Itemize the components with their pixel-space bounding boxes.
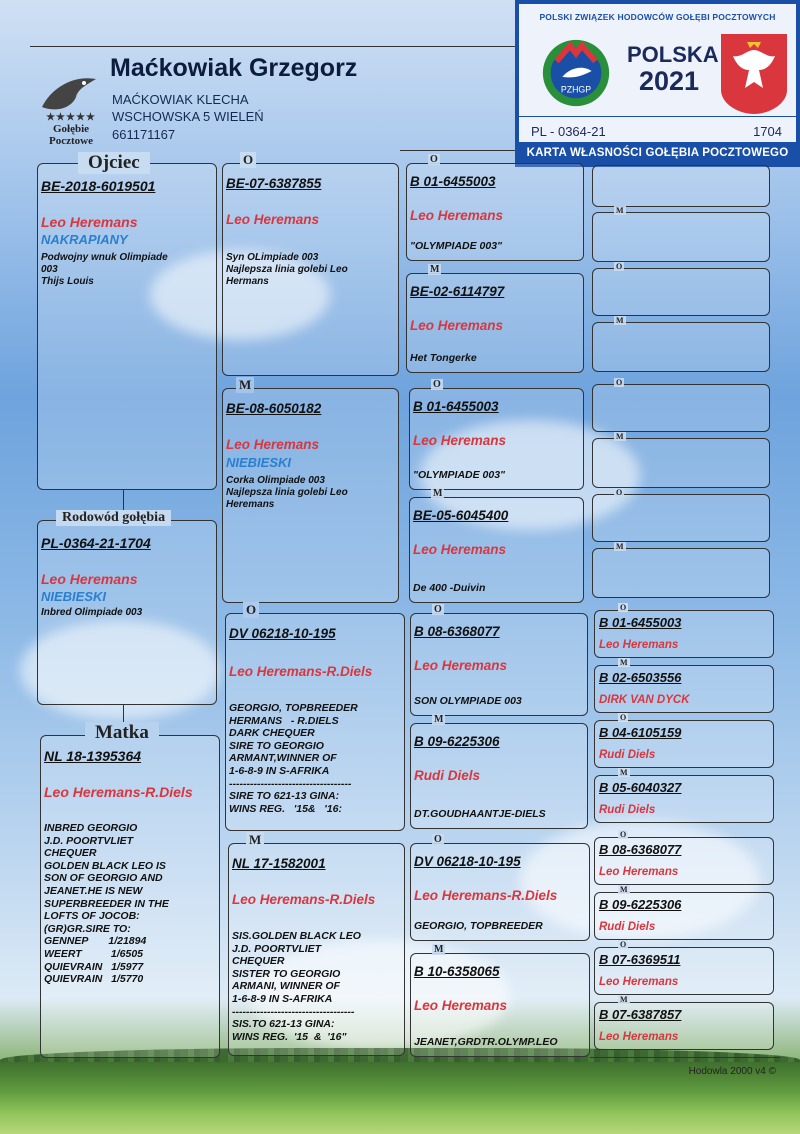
mother-notes-line: INBRED GEORGIO xyxy=(44,822,138,834)
subject-ring: PL-0364-21-1704 xyxy=(41,535,151,551)
gen3-breeder: Rudi Diels xyxy=(414,768,481,783)
owner-phone: 661171167 xyxy=(112,127,176,142)
mf-ring: DV 06218-10-195 xyxy=(229,626,336,641)
mother-notes-line: J.D. POORTVLIET xyxy=(44,834,134,847)
gen4-sex-label: O xyxy=(620,603,627,612)
gen3-sex-label: O xyxy=(430,154,438,165)
gen4-breeder: Rudi Diels xyxy=(599,804,656,816)
gen4-ring: B 07-6387857 xyxy=(599,1007,682,1022)
gen5-empty-box xyxy=(592,548,770,598)
fm-note-1: Corka Olimpiade 003 xyxy=(226,475,325,486)
mf-notes-line: GEORGIO, TOPBREEDER xyxy=(229,702,358,714)
gen3-breeder: Leo Heremans xyxy=(410,208,504,223)
gen3-sex-label: M xyxy=(433,488,443,499)
subject-breeder: Leo Heremans xyxy=(41,571,138,587)
gen3-box xyxy=(410,953,590,1057)
mm-notes-line: ARMANI, WINNER OF xyxy=(232,980,340,993)
pedigree-label: Rodowód gołębia xyxy=(56,510,171,526)
gen2-box-2 xyxy=(222,388,399,603)
subject-box xyxy=(37,520,217,705)
card-ring: PL - 0364-21 xyxy=(531,124,606,139)
mother-notes-line: SUPERBREEDER IN THE xyxy=(44,897,169,910)
gen5-empty-box xyxy=(592,268,770,316)
father-note-2: 003 xyxy=(41,264,58,275)
gen4-breeder: Leo Heremans xyxy=(599,976,679,988)
gen4-ring: B 08-6368077 xyxy=(599,842,682,857)
gen5-empty-box xyxy=(592,212,770,262)
gen3-box xyxy=(406,163,584,261)
gen5-empty-box xyxy=(592,438,770,488)
card-country: POLSKA xyxy=(627,42,719,67)
gen4-box xyxy=(594,720,774,768)
gen5-sex-label: M xyxy=(616,316,624,325)
gen2-box-3 xyxy=(225,613,405,831)
ownership-card xyxy=(515,0,800,167)
grass-field xyxy=(0,1062,800,1134)
mm-breeder: Leo Heremans-R.Diels xyxy=(232,892,376,907)
mother-notes-line: LOFTS OF JOCOB: xyxy=(44,910,140,923)
fm-note-3: Heremans xyxy=(226,499,275,510)
logo-word-2: Pocztowe xyxy=(49,135,93,148)
gen3-sex-label: O xyxy=(434,604,442,615)
gen4-box xyxy=(594,610,774,658)
ff-breeder: Leo Heremans xyxy=(226,212,320,227)
gen4-breeder: DIRK VAN DYCK xyxy=(599,694,690,706)
gen3-box xyxy=(410,613,588,716)
mother-notes-line: GOLDEN BLACK LEO IS xyxy=(44,859,166,872)
header-rule xyxy=(400,150,515,151)
gen4-sex-label: M xyxy=(620,885,628,894)
mother-label: Matka xyxy=(85,722,159,744)
gen3-note: "OLYMPIADE 003" xyxy=(413,469,506,481)
mm-ring: NL 17-1582001 xyxy=(232,856,326,871)
gen3-ring: B 01-6455003 xyxy=(410,174,496,189)
gen3-box xyxy=(410,723,588,829)
gen4-box xyxy=(594,1002,774,1050)
mother-notes xyxy=(44,822,169,986)
owner-name: Maćkowiak Grzegorz xyxy=(110,54,358,82)
mf-notes-line: SIRE TO GEORGIO xyxy=(229,739,324,752)
mm-notes-line: 1-6-8-9 IN S-AFRIKA xyxy=(232,992,333,1005)
gen5-sex-label: O xyxy=(616,262,623,271)
mm-notes-line: CHEQUER xyxy=(232,955,285,968)
mm-notes-line: ----------------------------------- xyxy=(232,1005,355,1018)
gen2-sex-label: M xyxy=(236,377,254,393)
gen4-breeder: Rudi Diels xyxy=(599,749,656,761)
gen5-empty-box xyxy=(592,384,770,432)
card-year: 2021 xyxy=(639,66,700,96)
gen4-box xyxy=(594,947,774,995)
gen4-sex-label: M xyxy=(620,658,628,667)
gen4-sex-label: O xyxy=(620,713,627,722)
mother-notes-line: JEANET.HE IS NEW xyxy=(44,884,143,897)
mother-notes-line: (GR)GR.SIRE TO: xyxy=(44,922,131,935)
father-breeder: Leo Heremans xyxy=(41,214,138,230)
gen3-ring: B 09-6225306 xyxy=(414,734,500,749)
pzhgp-emblem-icon xyxy=(537,34,615,112)
gen3-box xyxy=(406,273,584,373)
gen4-sex-label: O xyxy=(620,830,627,839)
card-title: KARTA WŁASNOŚCI GOŁĘBIA POCZTOWEGO xyxy=(526,147,789,159)
fm-color: NIEBIESKI xyxy=(226,455,292,470)
gen3-breeder: Leo Heremans-R.Diels xyxy=(414,888,558,903)
gen3-note: "OLYMPIADE 003" xyxy=(410,240,503,252)
subject-note: Inbred Olimpiade 003 xyxy=(41,607,143,618)
mf-notes xyxy=(229,702,358,815)
card-number: 1704 xyxy=(753,124,782,139)
mother-notes-line: QUIEVRAIN 1/5977 xyxy=(44,960,144,973)
gen3-sex-label: O xyxy=(433,379,441,390)
gen3-breeder: Leo Heremans xyxy=(413,542,507,557)
gen3-breeder: Leo Heremans xyxy=(413,433,507,448)
gen3-ring: B 08-6368077 xyxy=(414,624,500,639)
father-notes xyxy=(41,252,168,288)
mm-notes-line: SIS.TO 621-13 GINA: xyxy=(232,1018,335,1031)
gen5-sex-label: O xyxy=(616,378,623,387)
mm-notes-line: SIS.GOLDEN BLACK LEO xyxy=(232,930,361,942)
gen4-box xyxy=(594,775,774,823)
polish-eagle-icon xyxy=(719,32,789,116)
gen2-box-1 xyxy=(222,163,399,376)
gen5-sex-label: M xyxy=(616,542,624,551)
gen3-box xyxy=(409,388,584,490)
gen3-sex-label: M xyxy=(434,944,444,955)
gen3-ring: DV 06218-10-195 xyxy=(414,854,521,869)
card-divider xyxy=(519,116,796,117)
mother-notes-line: QUIEVRAIN 1/5770 xyxy=(44,973,144,986)
logo-text xyxy=(36,112,106,147)
gen3-note: De 400 -Duivin xyxy=(413,582,486,594)
gen4-ring: B 07-6369511 xyxy=(599,952,681,967)
gen5-sex-label: M xyxy=(616,206,624,215)
father-box xyxy=(37,163,217,490)
gen3-breeder: Leo Heremans xyxy=(414,658,508,673)
mother-notes-line: CHEQUER xyxy=(44,847,97,860)
gen4-breeder: Rudi Diels xyxy=(599,921,656,933)
gen3-breeder: Leo Heremans xyxy=(410,318,504,333)
ff-notes xyxy=(226,252,348,288)
fm-notes xyxy=(226,475,348,511)
gen5-sex-label: M xyxy=(616,432,624,441)
header-rule xyxy=(30,46,520,47)
mm-notes xyxy=(232,930,361,1043)
mother-notes-line: WEERT 1/6505 xyxy=(44,947,144,960)
mf-notes-line: SIRE TO 621-13 GINA: xyxy=(229,790,340,803)
gen3-sex-label: M xyxy=(430,264,440,275)
gen3-note: JEANET,GRDTR.OLYMP.LEO xyxy=(414,1036,558,1048)
gen3-ring: BE-05-6045400 xyxy=(413,508,509,523)
logo-word-1: Gołębie xyxy=(52,123,90,135)
gen4-box xyxy=(594,665,774,713)
gen4-sex-label: O xyxy=(620,940,627,949)
gen3-note: DT.GOUDHAANTJE-DIELS xyxy=(414,808,546,820)
gen3-sex-label: O xyxy=(434,834,442,845)
father-color: NAKRAPIANY xyxy=(41,232,128,247)
mf-notes-line: ----------------------------------- xyxy=(229,777,352,790)
father-label: Ojciec xyxy=(78,152,150,174)
gen3-ring: BE-02-6114797 xyxy=(410,284,505,299)
ff-ring: BE-07-6387855 xyxy=(226,176,322,191)
gen5-empty-box xyxy=(592,494,770,542)
mf-notes-line: WINS REG. '15& '16: xyxy=(229,802,342,815)
owner-line-2: WSCHOWSKA 5 WIELEŃ xyxy=(112,109,264,124)
mf-notes-line: DARK CHEQUER xyxy=(229,727,315,740)
gen3-note: Het Tongerke xyxy=(410,352,477,364)
card-org: POLSKI ZWIĄZEK HODOWCÓW GOŁĘBI POCZTOWYCH xyxy=(539,12,776,22)
gen4-ring: B 04-6105159 xyxy=(599,725,682,740)
gen3-box xyxy=(409,497,584,603)
gen3-breeder: Leo Heremans xyxy=(414,998,508,1013)
mother-breeder: Leo Heremans-R.Diels xyxy=(44,784,193,800)
father-ring: BE-2018-6019501 xyxy=(41,178,156,194)
mf-notes-line: 1-6-8-9 IN S-AFRIKA xyxy=(229,764,330,777)
gen4-breeder: Leo Heremans xyxy=(599,1031,679,1043)
ff-note-1: Syn OLimpiade 003 xyxy=(226,252,319,263)
owner-line-1: MAĆKOWIAK KLECHA xyxy=(112,92,249,107)
fm-ring: BE-08-6050182 xyxy=(226,401,322,416)
footer-rule xyxy=(590,1057,780,1058)
gen4-sex-label: M xyxy=(620,995,628,1004)
gen3-box xyxy=(410,843,590,941)
father-note-1: Podwojny wnuk Olimpiade xyxy=(41,252,168,263)
fm-breeder: Leo Heremans xyxy=(226,437,320,452)
gen5-empty-box xyxy=(592,322,770,372)
gen4-ring: B 09-6225306 xyxy=(599,897,682,912)
mother-notes-line: SON OF GEORGIO AND xyxy=(44,872,163,885)
gen4-ring: B 02-6503556 xyxy=(599,670,682,685)
gen3-sex-label: M xyxy=(434,714,444,725)
gen3-ring: B 01-6455003 xyxy=(413,399,499,414)
gen5-sex-label: O xyxy=(616,488,623,497)
ff-note-2: Najlepsza linia golebi Leo xyxy=(226,264,348,275)
footer-text: Hodowla 2000 v4 © xyxy=(688,1066,776,1077)
gen3-note: GEORGIO, TOPBREEDER xyxy=(414,920,543,932)
gen4-ring: B 05-6040327 xyxy=(599,780,682,795)
mf-notes-line: HERMANS - R.DIELS xyxy=(229,714,339,727)
mf-notes-line: ARMANT,WINNER OF xyxy=(229,752,337,765)
emblem-text: PZHGP xyxy=(560,84,592,95)
mm-notes-line: SISTER TO GEORGIO xyxy=(232,967,341,980)
gen4-breeder: Leo Heremans xyxy=(599,866,679,878)
gen2-sex-label: O xyxy=(243,602,259,618)
gen5-empty-box xyxy=(592,165,770,207)
gen4-ring: B 01-6455003 xyxy=(599,615,682,630)
father-note-3: Thijs Louis xyxy=(41,276,94,287)
gen2-sex-label: M xyxy=(246,832,264,848)
mm-notes-line: J.D. POORTVLIET xyxy=(232,942,322,955)
mother-ring: NL 18-1395364 xyxy=(44,748,142,764)
mother-box xyxy=(40,735,220,1058)
gen3-ring: B 10-6358065 xyxy=(414,964,500,979)
mf-breeder: Leo Heremans-R.Diels xyxy=(229,664,373,679)
gen3-note: SON OLYMPIADE 003 xyxy=(414,695,522,707)
gen2-sex-label: O xyxy=(240,152,256,168)
mother-notes-line: GENNEP 1/21894 xyxy=(44,935,147,948)
gen4-box xyxy=(594,837,774,885)
subject-color: NIEBIESKI xyxy=(41,589,107,604)
gen4-box xyxy=(594,892,774,940)
mm-notes-line: WINS REG. '15 & '16" xyxy=(232,1030,347,1043)
gen4-sex-label: M xyxy=(620,768,628,777)
gen2-box-4 xyxy=(228,843,405,1056)
ff-note-3: Hermans xyxy=(226,276,269,287)
fm-note-2: Najlepsza linia golebi Leo xyxy=(226,487,348,498)
gen4-breeder: Leo Heremans xyxy=(599,639,679,651)
logo-stars: ★★★★★ xyxy=(46,112,96,123)
